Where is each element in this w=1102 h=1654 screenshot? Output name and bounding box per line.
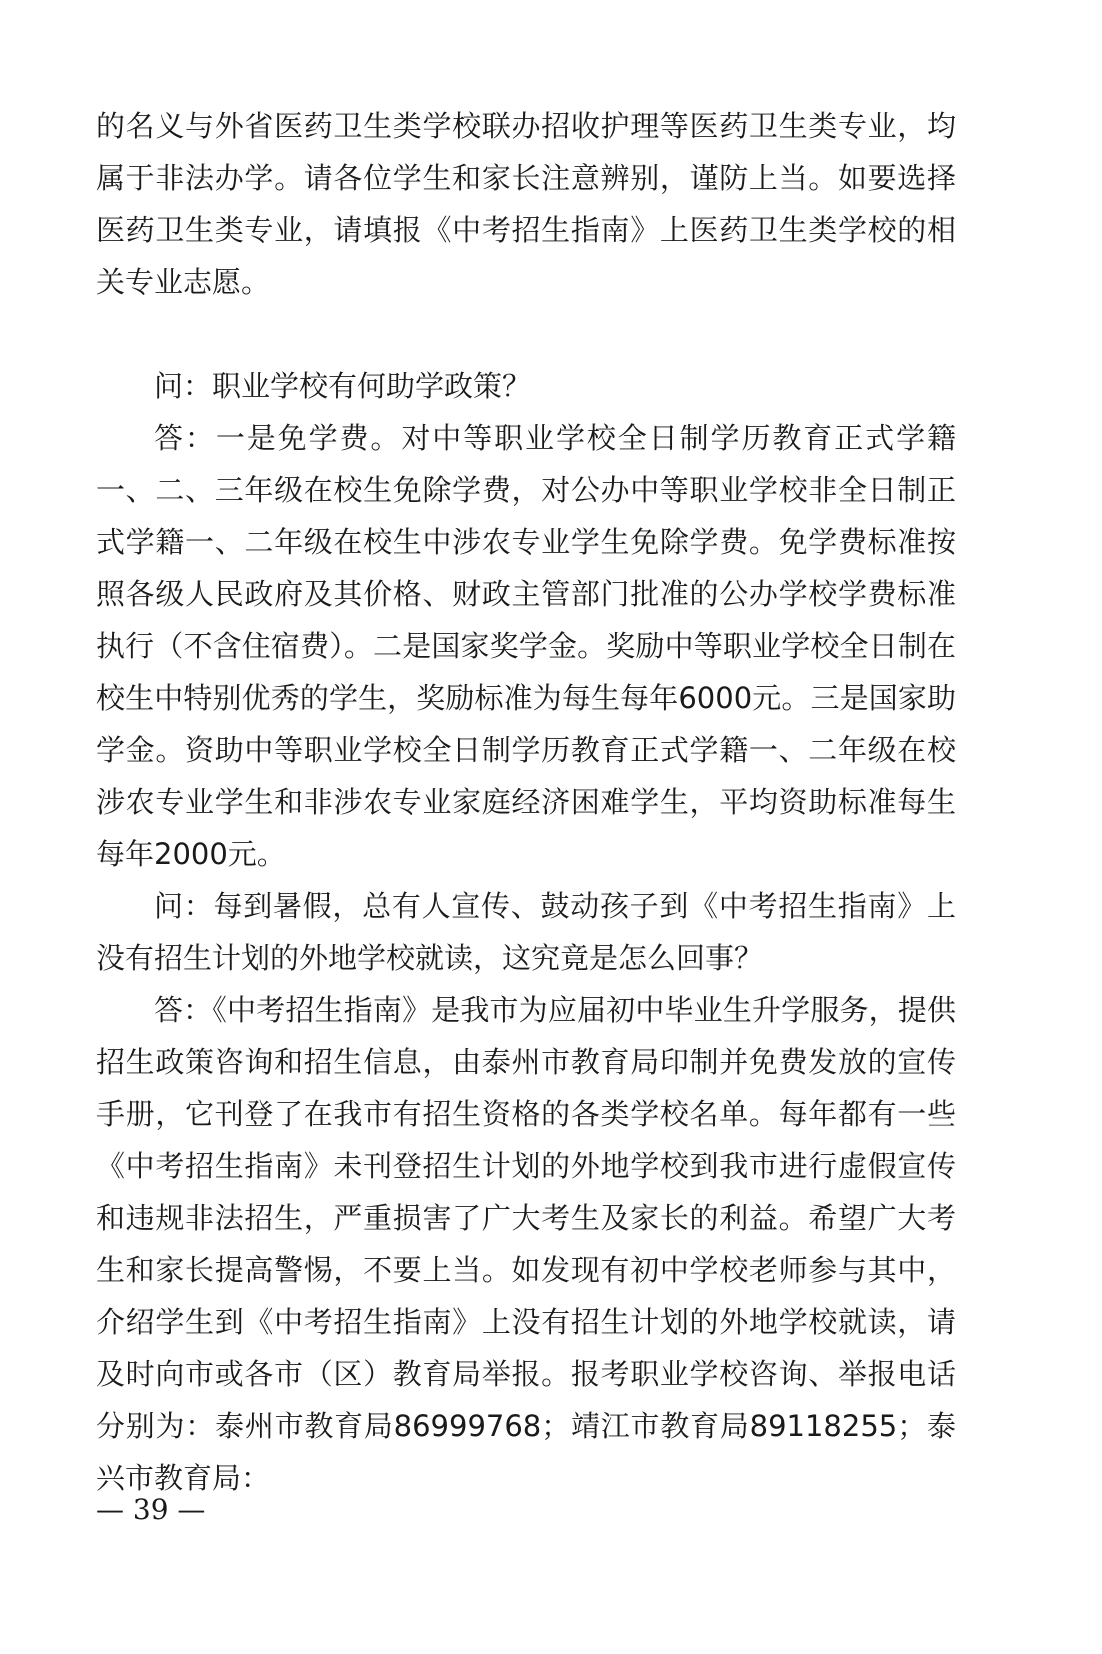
question-illegal-recruitment: 问：每到暑假，总有人宣传、鼓动孩子到《中考招生指南》上没有招生计划的外地学校就读，这究竟是怎么回事？ [96,889,956,975]
answer-financial-aid: 答：一是免学费。对中等职业学校全日制学历教育正式学籍一、二、三年级在校生免除学费，对公办中等职业学校非全日制正式学籍一、二年级在校生中涉农专业学生免除学费。免学费标准按照各级人民政府及其价格、财政主管部门批准的公办学校学费标准执行（不含住宿费）。二是国家奖学金。奖励中等职业学校全日制在校生中特别优秀的学生，奖励标准为每生每年6000元。三是国家助学金。资助中等职业学校全日制学历教育正式学籍一、二年级在校涉农专业学生和非涉农专业家庭经济困难学生，平均资助标准每生每年2000元。 [96,421,956,871]
page-number: — 39 — [96,1493,206,1526]
section-financial-aid [96,360,956,880]
answer-illegal-recruitment: 答：《中考招生指南》是我市为应届初中毕业生升学服务，提供招生政策咨询和招生信息，由泰州市教育局印制并免费发放的宣传手册，它刊登了在我市有招生资格的各类学校名单。每年都有一些《中考招生指南》未刊登招生计划的外地学校到我市进行虚假宣传和违规非法招生，严重损害了广大考生及家长的利益。希望广大考生和家长提高警惕，不要上当。如发现有初中学校老师参与其中，介绍学生到《中考招生指南》上没有招生计划的外地学校就读，请及时向市或各市（区）教育局举报。报考职业学校咨询、举报电话分别为：泰州市教育局86999768；靖江市教育局89118255；泰兴市教育局： [96,993,956,1495]
section-medical-schools [96,100,956,308]
question-financial-aid: 问：职业学校有何助学政策？ [154,369,532,403]
section-illegal-recruitment [96,880,956,1504]
paragraph-medical-notice: 的名义与外省医药卫生类学校联办招收护理等医药卫生类专业，均属于非法办学。请各位学生和家长注意辨别，谨防上当。如要选择医药卫生类专业，请填报《中考招生指南》上医药卫生类学校的相关专业志愿。 [96,109,956,299]
